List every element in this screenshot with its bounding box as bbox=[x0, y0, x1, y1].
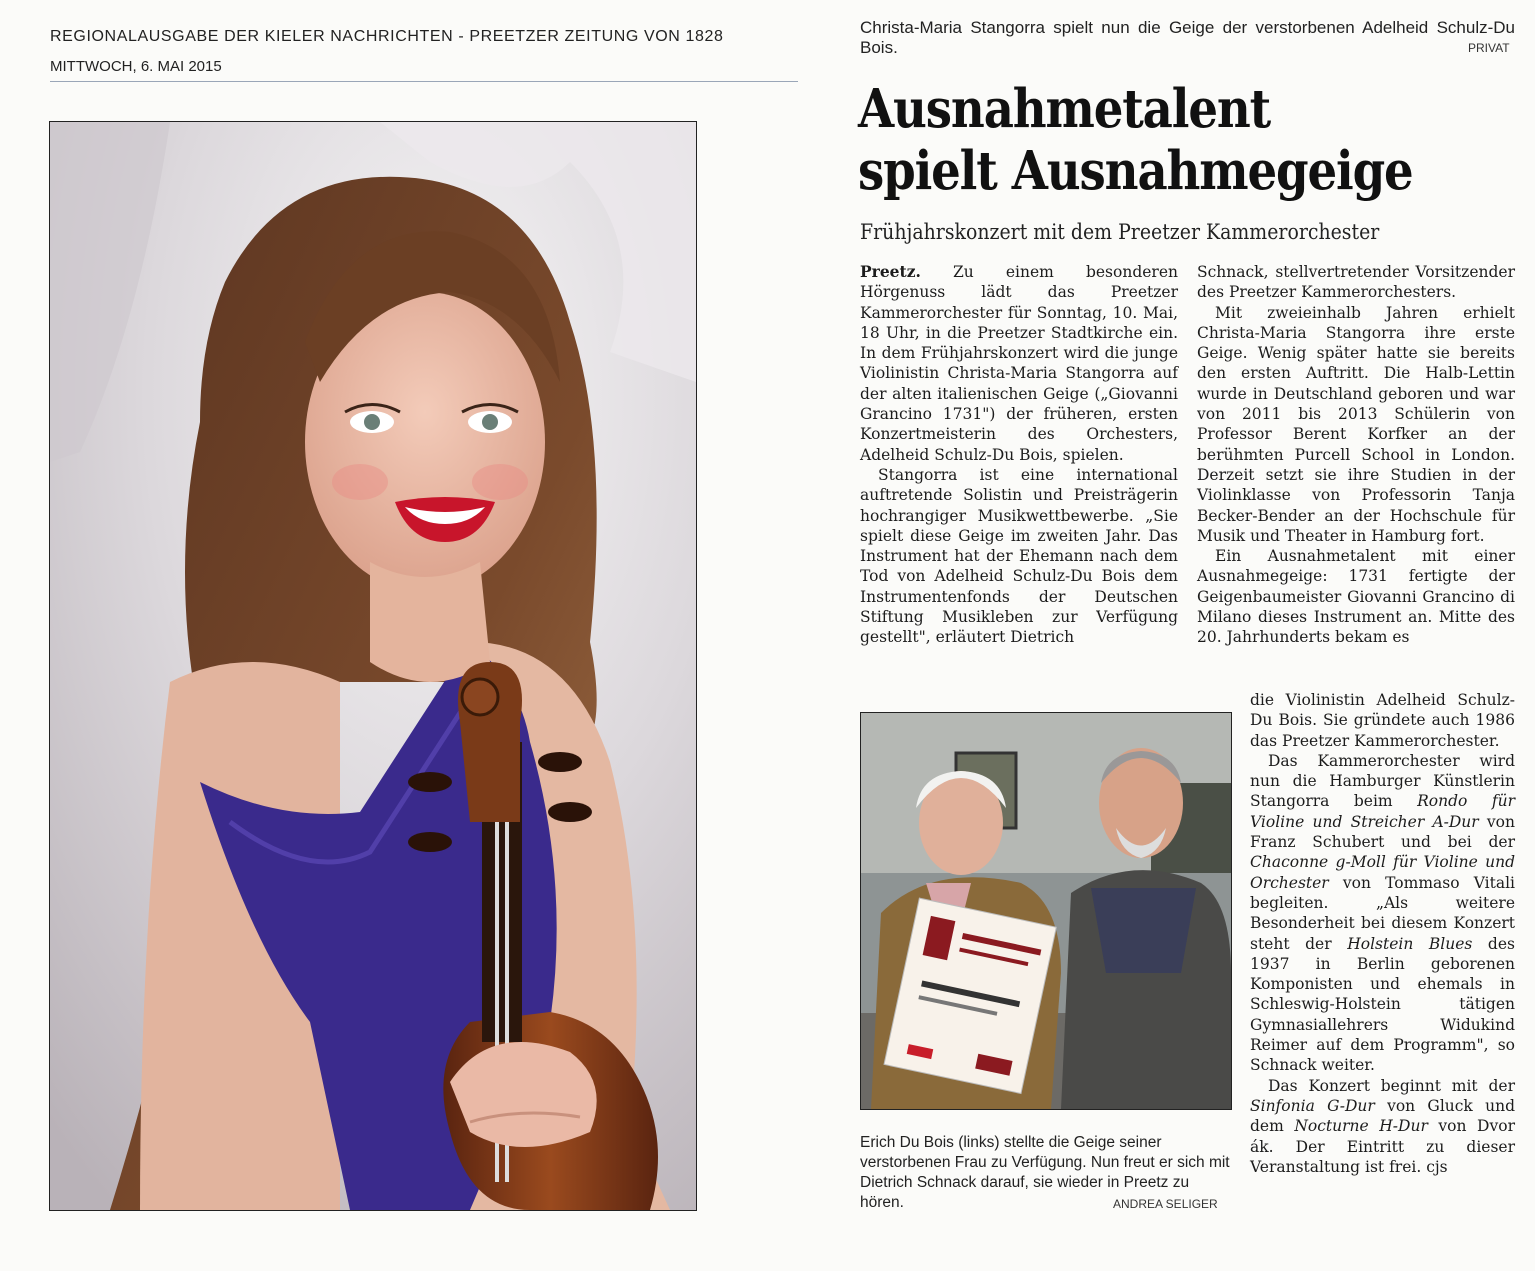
headline-line-1: Ausnahmetalent bbox=[858, 78, 1271, 140]
work-title: Sinfonia G-Dur bbox=[1250, 1096, 1375, 1115]
paragraph: Mit zweieinhalb Jahren erhielt Christa-Maria Stangorra ihre erste Geige. Wenig später hatte sie bereits den ersten Auftritt. Die Halb-Lettin wurde in Deutschland geboren und war von 2011 bis 2013 Schülerin von Professor Berent Korfker an der berühmten Purcell School in London. Derzeit setzt sie ihre Studien in der Violinklasse von Professorin Tanja Becker-Bender an der Hochschule für Musik und Theater in Hamburg fort. bbox=[1197, 303, 1515, 545]
paragraph: Stangorra ist eine international auftretende Solistin und Preisträgerin hochrangiger Musikwettbewerbe. „Sie spielt diese Geige im zweiten Jahr. Das Instrument hat der Ehemann nach dem Tod von Adelheid Schulz-Du Bois dem Instrumentenfonds der Deutschen Stiftung Musikleben zur Verfügung gestellt", erläutert Dietrich bbox=[860, 465, 1178, 647]
main-photo-violinist bbox=[49, 121, 697, 1211]
top-photo-credit: PRIVAT bbox=[1468, 41, 1510, 55]
dateline-place: Preetz. bbox=[860, 262, 921, 281]
inset-photo-credit: ANDREA SELIGER bbox=[1113, 1197, 1218, 1211]
paragraph: die Violinistin Adelheid Schulz-Du Bois. Sie gründete auch 1986 das Preetzer Kammerorchester. bbox=[1250, 691, 1515, 750]
top-photo-caption: Christa-Maria Stangorra spielt nun die Geige der verstorbenen Adelheid Schulz-Du Bois. bbox=[860, 18, 1515, 57]
paragraph: Schnack, stellvertretender Vorsitzender des Preetzer Kammerorchesters. bbox=[1197, 263, 1515, 302]
two-men-illustration bbox=[861, 713, 1231, 1109]
paragraph-text: von Gluck und dem bbox=[1250, 1096, 1515, 1136]
article-column-2 bbox=[1197, 262, 1515, 648]
inset-photo-two-men bbox=[860, 712, 1232, 1110]
dateline: MITTWOCH, 6. MAI 2015 bbox=[50, 58, 222, 75]
paragraph-text: von Franz Schubert und bei der bbox=[1250, 812, 1515, 852]
violinist-illustration bbox=[50, 122, 696, 1210]
article-column-1 bbox=[860, 262, 1178, 648]
work-title: Holstein Blues bbox=[1347, 934, 1473, 953]
work-title: Chaconne g-Moll für Violine und Orchester bbox=[1250, 853, 1515, 892]
work-title: Rondo für Violine und Streicher A-Dur bbox=[1250, 792, 1515, 831]
masthead: REGIONALAUSGABE DER KIELER NACHRICHTEN - PREETZER ZEITUNG VON 1828 bbox=[50, 28, 724, 45]
paragraph-text: von Tommaso Vitali begleiten. „Als weitere Besonderheit bei diesem Konzert steht der bbox=[1250, 873, 1515, 953]
headline bbox=[858, 78, 1439, 202]
paragraph-text: des 1937 in Berlin geborenen Komponisten und ehemals in Schleswig-Holstein tätigen Gymnasiallehrers Widukind Reimer auf dem Programm", so Schnack weiter. bbox=[1250, 934, 1515, 1075]
paragraph-text: Zu einem besonderen Hörgenuss lädt das Preetzer Kammerorchester für Sonntag, 10. Mai, 18 Uhr, in die Preetzer Stadtkirche ein. In dem Frühjahrskonzert wird die junge Violinistin Christa-Maria Stangorra auf der alten italienischen Geige („Giovanni Grancino 1731") der früheren, ersten Konzertmeisterin des Orchesters, Adelheid Schulz-Du Bois, spielen. bbox=[860, 263, 1178, 464]
paragraph bbox=[1250, 1076, 1515, 1177]
paragraph-text: Das Konzert beginnt mit der bbox=[1268, 1076, 1515, 1095]
paragraph bbox=[1250, 751, 1515, 1076]
paragraph-text: Das Kammerorchester wird nun die Hamburger Künstlerin Stangorra beim bbox=[1250, 751, 1515, 811]
paragraph bbox=[860, 262, 1178, 465]
paragraph-text: von Dvor ák. Der Eintritt zu dieser Veranstaltung ist frei. cjs bbox=[1250, 1117, 1515, 1176]
article-column-3 bbox=[1250, 690, 1515, 1177]
header-rule bbox=[50, 81, 798, 82]
subheadline: Frühjahrskonzert mit dem Preetzer Kammerorchester bbox=[860, 220, 1380, 244]
work-title: Nocturne H-Dur bbox=[1294, 1117, 1428, 1136]
headline-line-2: spielt Ausnahmegeige bbox=[858, 140, 1413, 202]
paragraph: Ein Ausnahmetalent mit einer Ausnahmegeige: 1731 fertigte der Geigenbaumeister Giovanni Grancino di Milano dieses Instrument an. Mitte des 20. Jahrhunderts bekam es bbox=[1197, 547, 1515, 647]
inset-photo-caption: Erich Du Bois (links) stellte die Geige seiner verstorbenen Frau zu Verfügung. Nun freut er sich mit Dietrich Schnack darauf, sie wieder in Preetz zu hören. bbox=[860, 1134, 1230, 1211]
